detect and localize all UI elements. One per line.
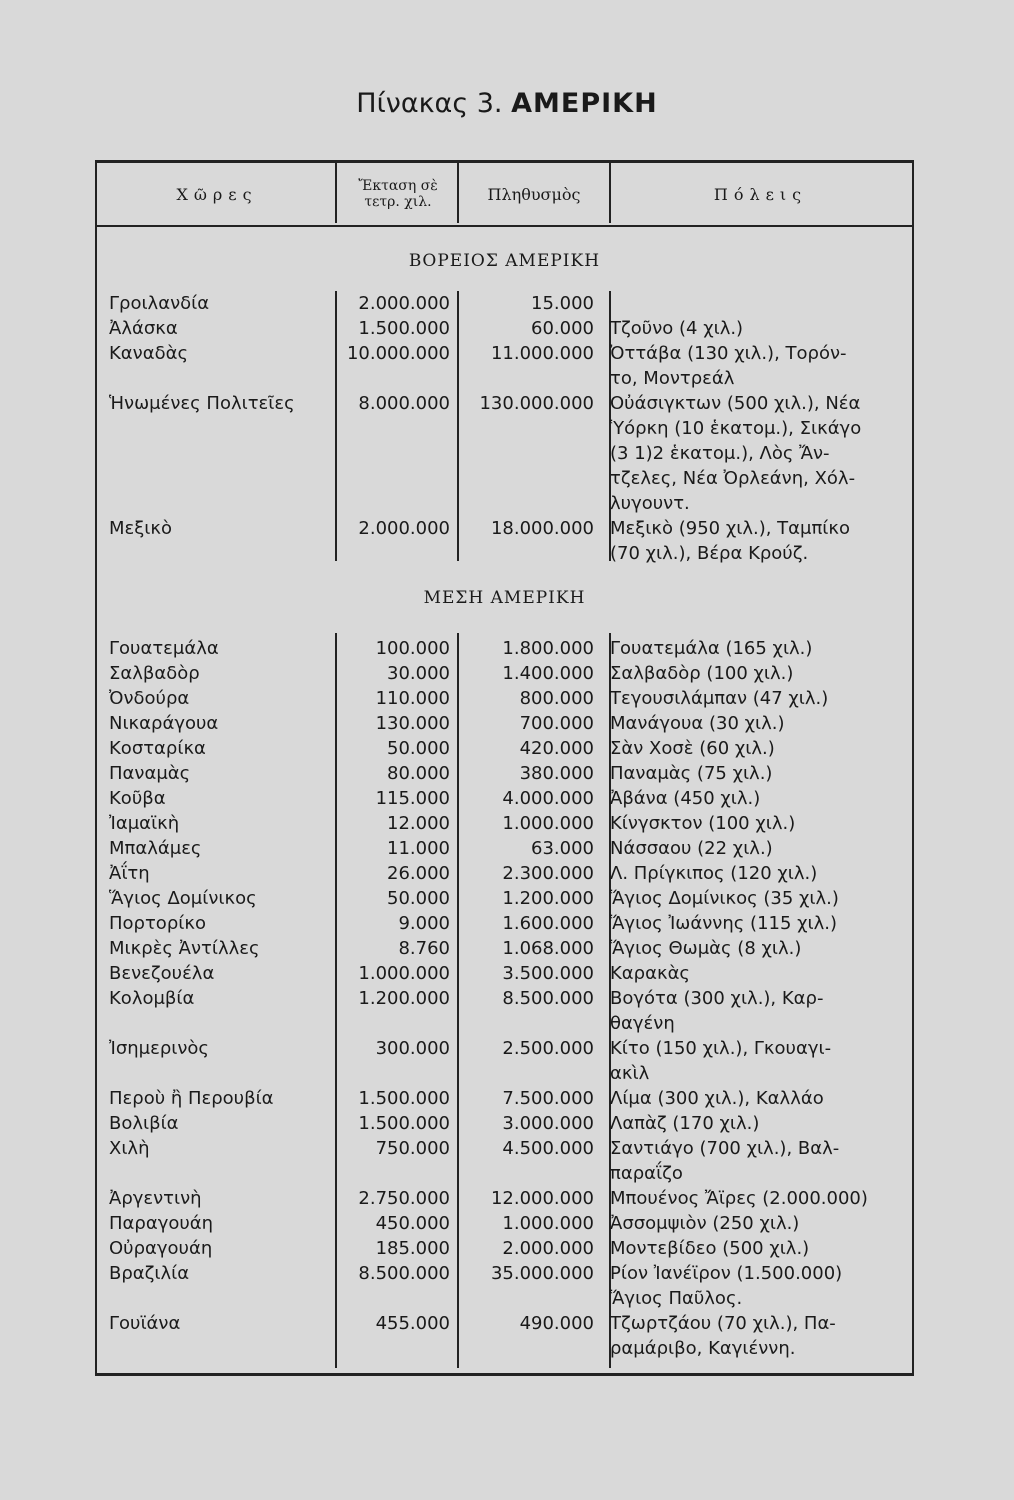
cities-cell: Σαλβαδὸρ (100 χιλ.) bbox=[610, 663, 794, 684]
title-prefix: Πίνακας 3. bbox=[356, 88, 503, 119]
cities-cell: Ἅγιος Ἰωάννης (115 χιλ.) bbox=[610, 913, 838, 934]
cities-cell: Κίνγσκτον (100 χιλ.) bbox=[610, 813, 796, 834]
cities-cell: Ὀττάβα (130 χιλ.), Τορόν- το, Μοντρεάλ bbox=[610, 343, 847, 389]
cities-cell: Κίτο (150 χιλ.), Γκουαγι- ακὶλ bbox=[610, 1038, 832, 1084]
table-row bbox=[97, 1311, 912, 1361]
country-cell: Περοὺ ἢ Περουβία bbox=[109, 1088, 274, 1109]
table-row bbox=[97, 761, 912, 786]
table-row bbox=[97, 1211, 912, 1236]
population-cell: 15.000 bbox=[531, 293, 594, 314]
population-cell: 800.000 bbox=[519, 688, 594, 709]
country-cell: Ἅγιος Δομίνικος bbox=[109, 888, 257, 909]
area-cell: 80.000 bbox=[387, 763, 450, 784]
population-cell: 1.800.000 bbox=[502, 638, 594, 659]
area-cell: 12.000 bbox=[387, 813, 450, 834]
table-row bbox=[97, 636, 912, 661]
table-row bbox=[97, 1136, 912, 1186]
header-cities: Πόλεις bbox=[713, 184, 808, 204]
cities-cell: Μεξικὸ (950 χιλ.), Ταμπίκο (70 χιλ.), Βέρα Κρούζ. bbox=[610, 518, 851, 564]
table-row bbox=[97, 1036, 912, 1086]
country-cell: Πορτορίκο bbox=[109, 913, 206, 934]
area-cell: 110.000 bbox=[375, 688, 450, 709]
table-row bbox=[97, 861, 912, 886]
cities-cell: Παναμὰς (75 χιλ.) bbox=[610, 763, 773, 784]
population-cell: 11.000.000 bbox=[490, 343, 594, 364]
area-cell: 2.750.000 bbox=[358, 1188, 450, 1209]
cities-cell: Ἀβάνα (450 χιλ.) bbox=[610, 788, 761, 809]
area-cell: 1.500.000 bbox=[358, 318, 450, 339]
area-cell: 10.000.000 bbox=[346, 343, 450, 364]
area-cell: 11.000 bbox=[387, 838, 450, 859]
country-cell: Παραγουάη bbox=[109, 1213, 214, 1234]
cities-cell: Βογότα (300 χιλ.), Καρ- θαγένη bbox=[610, 988, 824, 1034]
cities-cell: Μοντεβίδεο (500 χιλ.) bbox=[610, 1238, 810, 1259]
area-cell: 1.200.000 bbox=[358, 988, 450, 1009]
section-title: ΜΕΣΗ ΑΜΕΡΙΚΗ bbox=[423, 588, 586, 608]
table-row bbox=[97, 1261, 912, 1311]
table-row bbox=[97, 1236, 912, 1261]
table-row bbox=[97, 786, 912, 811]
country-cell: Ἰσημερινὸς bbox=[109, 1038, 209, 1059]
country-cell: Μεξικὸ bbox=[109, 518, 173, 539]
table-row bbox=[97, 341, 912, 391]
country-cell: Ἀλάσκα bbox=[109, 318, 178, 339]
header-population: Πληθυσμὸς bbox=[487, 184, 581, 204]
table-row bbox=[97, 391, 912, 516]
country-cell: Ἀΐτη bbox=[109, 863, 150, 884]
country-cell: Κολομβία bbox=[109, 988, 195, 1009]
area-cell: 50.000 bbox=[387, 738, 450, 759]
table-row bbox=[97, 961, 912, 986]
table-row bbox=[97, 986, 912, 1036]
population-cell: 7.500.000 bbox=[502, 1088, 594, 1109]
table-row bbox=[97, 911, 912, 936]
cities-cell: Λαπὰζ (170 χιλ.) bbox=[610, 1113, 760, 1134]
country-cell: Βραζιλία bbox=[109, 1263, 190, 1284]
population-cell: 4.500.000 bbox=[502, 1138, 594, 1159]
table-row bbox=[97, 811, 912, 836]
area-cell: 2.000.000 bbox=[358, 518, 450, 539]
country-cell: Καναδὰς bbox=[109, 343, 189, 364]
table-row bbox=[97, 1111, 912, 1136]
cities-cell: Σὰν Χοσὲ (60 χιλ.) bbox=[610, 738, 775, 759]
area-cell: 1.000.000 bbox=[358, 963, 450, 984]
country-cell: Χιλὴ bbox=[109, 1138, 150, 1159]
cities-cell: Ἅγιος Θωμὰς (8 χιλ.) bbox=[610, 938, 802, 959]
population-cell: 380.000 bbox=[519, 763, 594, 784]
population-cell: 2.500.000 bbox=[502, 1038, 594, 1059]
area-cell: 8.500.000 bbox=[358, 1263, 450, 1284]
cities-cell: Ρίον Ἰανέϊρον (1.500.000) Ἅγιος Παῦλος. bbox=[610, 1263, 843, 1309]
population-cell: 1.400.000 bbox=[502, 663, 594, 684]
country-cell: Νικαράγουα bbox=[109, 713, 219, 734]
population-cell: 1.200.000 bbox=[502, 888, 594, 909]
country-cell: Σαλβαδὸρ bbox=[109, 663, 200, 684]
area-cell: 26.000 bbox=[387, 863, 450, 884]
area-cell: 450.000 bbox=[375, 1213, 450, 1234]
country-cell: Ἰαμαϊκὴ bbox=[109, 813, 180, 834]
population-cell: 490.000 bbox=[519, 1313, 594, 1334]
area-cell: 2.000.000 bbox=[358, 293, 450, 314]
area-cell: 9.000 bbox=[398, 913, 450, 934]
population-cell: 1.600.000 bbox=[502, 913, 594, 934]
population-cell: 3.000.000 bbox=[502, 1113, 594, 1134]
population-cell: 1.000.000 bbox=[502, 813, 594, 834]
table-row bbox=[97, 686, 912, 711]
table-row bbox=[97, 886, 912, 911]
cities-cell: Λίμα (300 χιλ.), Καλλάο bbox=[610, 1088, 824, 1109]
population-cell: 63.000 bbox=[531, 838, 594, 859]
area-cell: 455.000 bbox=[375, 1313, 450, 1334]
table-row bbox=[97, 291, 912, 316]
population-cell: 12.000.000 bbox=[490, 1188, 594, 1209]
country-cell: Κοσταρίκα bbox=[109, 738, 206, 759]
country-cell: Μπαλάμες bbox=[109, 838, 202, 859]
table-row bbox=[97, 736, 912, 761]
area-cell: 115.000 bbox=[375, 788, 450, 809]
section-title: ΒΟΡΕΙΟΣ ΑΜΕΡΙΚΗ bbox=[408, 251, 601, 271]
area-cell: 300.000 bbox=[375, 1038, 450, 1059]
table-row bbox=[97, 1086, 912, 1111]
table-header bbox=[97, 163, 912, 227]
population-cell: 35.000.000 bbox=[490, 1263, 594, 1284]
area-cell: 30.000 bbox=[387, 663, 450, 684]
table-row bbox=[97, 936, 912, 961]
country-cell: Βενεζουέλα bbox=[109, 963, 215, 984]
header-divider bbox=[335, 163, 337, 223]
country-cell: Βολιβία bbox=[109, 1113, 179, 1134]
cities-cell: Τζοῦνο (4 χιλ.) bbox=[610, 318, 744, 339]
population-cell: 420.000 bbox=[519, 738, 594, 759]
cities-cell: Οὐάσιγκτων (500 χιλ.), Νέα Ὑόρκη (10 ἑκατομ.), Σικάγο (3 1)2 ἑκατομ.), Λὸς Ἄν- τζελες, Νέα Ὀρλεάνη, Χόλ- λυγουντ. bbox=[610, 393, 862, 514]
cities-cell: Σαντιάγο (700 χιλ.), Βαλ- παραΐζο bbox=[610, 1138, 840, 1184]
country-cell: Γροιλανδία bbox=[109, 293, 210, 314]
area-cell: 50.000 bbox=[387, 888, 450, 909]
header-countries: Χῶρες bbox=[176, 184, 258, 204]
cities-cell: Καρακὰς bbox=[610, 963, 690, 984]
country-cell: Οὐραγουάη bbox=[109, 1238, 213, 1259]
area-cell: 185.000 bbox=[375, 1238, 450, 1259]
population-cell: 8.500.000 bbox=[502, 988, 594, 1009]
table-row bbox=[97, 1186, 912, 1211]
header-area: Ἔκταση σὲ τετρ. χιλ. bbox=[358, 178, 438, 210]
table-row bbox=[97, 661, 912, 686]
population-cell: 2.300.000 bbox=[502, 863, 594, 884]
country-cell: Γουϊάνα bbox=[109, 1313, 181, 1334]
population-cell: 130.000.000 bbox=[479, 393, 594, 414]
table-row bbox=[97, 711, 912, 736]
country-cell: Μικρὲς Ἀντίλλες bbox=[109, 938, 260, 959]
cities-cell: Τεγουσιλάμπαν (47 χιλ.) bbox=[610, 688, 829, 709]
cities-cell: Μπουένος Ἄϊρες (2.000.000) bbox=[610, 1188, 868, 1209]
population-cell: 4.000.000 bbox=[502, 788, 594, 809]
country-cell: Ἡνωμένες Πολιτεῖες bbox=[109, 393, 295, 414]
country-cell: Παναμὰς bbox=[109, 763, 191, 784]
america-table bbox=[95, 160, 914, 1376]
population-cell: 2.000.000 bbox=[502, 1238, 594, 1259]
cities-cell: Ἀσσομψιὸν (250 χιλ.) bbox=[610, 1213, 800, 1234]
country-cell: Ἀργεντινὴ bbox=[109, 1188, 202, 1209]
population-cell: 18.000.000 bbox=[490, 518, 594, 539]
cities-cell: Τζωρτζάου (70 χιλ.), Πα- ραμάριβο, Καγιέννη. bbox=[610, 1313, 836, 1359]
population-cell: 1.068.000 bbox=[502, 938, 594, 959]
population-cell: 60.000 bbox=[531, 318, 594, 339]
cities-cell: Νάσσαου (22 χιλ.) bbox=[610, 838, 773, 859]
cities-cell: Ἅγιος Δομίνικος (35 χιλ.) bbox=[610, 888, 839, 909]
table-row bbox=[97, 836, 912, 861]
country-cell: Κοῦβα bbox=[109, 788, 166, 809]
area-cell: 8.760 bbox=[398, 938, 450, 959]
header-divider bbox=[457, 163, 459, 223]
area-cell: 100.000 bbox=[375, 638, 450, 659]
table-row bbox=[97, 516, 912, 566]
population-cell: 3.500.000 bbox=[502, 963, 594, 984]
area-cell: 8.000.000 bbox=[358, 393, 450, 414]
population-cell: 700.000 bbox=[519, 713, 594, 734]
population-cell: 1.000.000 bbox=[502, 1213, 594, 1234]
country-cell: Γουατεμάλα bbox=[109, 638, 219, 659]
area-cell: 1.500.000 bbox=[358, 1088, 450, 1109]
area-cell: 1.500.000 bbox=[358, 1113, 450, 1134]
cities-cell: Λ. Πρίγκιπος (120 χιλ.) bbox=[610, 863, 818, 884]
table-row bbox=[97, 316, 912, 341]
title-main: ΑΜΕΡΙΚΗ bbox=[511, 88, 658, 119]
area-cell: 130.000 bbox=[375, 713, 450, 734]
area-cell: 750.000 bbox=[375, 1138, 450, 1159]
country-cell: Ὀνδούρα bbox=[109, 688, 190, 709]
header-divider bbox=[609, 163, 611, 223]
cities-cell: Μανάγουα (30 χιλ.) bbox=[610, 713, 785, 734]
page-title bbox=[0, 88, 1014, 119]
cities-cell: Γουατεμάλα (165 χιλ.) bbox=[610, 638, 813, 659]
